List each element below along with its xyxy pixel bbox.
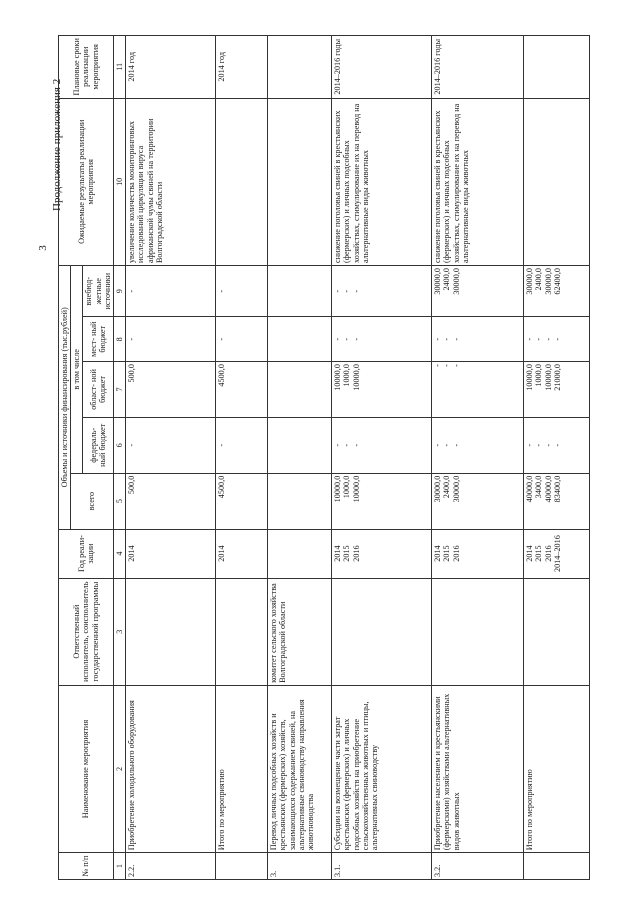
federal-cell: - - - <box>332 417 432 473</box>
row-number <box>216 853 268 880</box>
federal-cell: - - - - <box>524 417 590 473</box>
local-cell: - - - <box>432 317 524 362</box>
offbudget-cell: - <box>126 266 216 317</box>
federal-cell: - <box>216 417 268 473</box>
planned-term: 2014–2016 годы <box>332 36 432 99</box>
offbudget-cell: - <box>216 266 268 317</box>
row-number <box>524 853 590 880</box>
header-year: Год реали- зации <box>59 529 114 578</box>
table-row <box>216 36 268 880</box>
total-cell: 4500,0 <box>216 473 268 529</box>
year-cell: 2014 2015 2016 2014–2016 <box>524 529 590 578</box>
local-cell: - - - <box>332 317 432 362</box>
index-cell: 11 <box>113 36 125 99</box>
regional-cell: - - - <box>432 362 524 418</box>
regional-cell: 10000,0 1000,0 10000,0 21000,0 <box>524 362 590 418</box>
local-cell: - <box>216 317 268 362</box>
total-cell: 40000,0 3400,0 40000,0 83400,0 <box>524 473 590 529</box>
header-regional: област- ной бюджет <box>83 362 114 418</box>
year-cell: 2014 2015 2016 <box>432 529 524 578</box>
expected-result <box>268 98 332 265</box>
year-cell: 2014 <box>126 529 216 578</box>
local-cell <box>268 317 332 362</box>
regional-cell: 4500,0 <box>216 362 268 418</box>
regional-cell: 10000,0 1000,0 10000,0 <box>332 362 432 418</box>
header-federal: федераль- ный бюджет <box>83 417 114 473</box>
measure-name: Итого по мероприятию <box>216 685 268 852</box>
header-including: в том числе <box>71 266 83 474</box>
rotated-table-wrapper <box>58 35 613 880</box>
header-offbudget: внебюд- жетные источники <box>83 266 114 317</box>
header-executor: Ответственный исполнитель, соисполнитель государственной программы <box>59 578 114 685</box>
measure-name: Субсидии на возмещение части затрат крестьянских (фермерских) и личных подсобных хозяйств на приобретение сельскохозяйственных животных и птицы, альтернативных свиноводству <box>332 685 432 852</box>
local-cell: - - - - <box>524 317 590 362</box>
total-cell: 10000,0 1000,0 10000,0 <box>332 473 432 529</box>
header-terms: Плановые сроки реализации мероприятия <box>59 36 114 99</box>
planned-term: 2014–2016 годы <box>432 36 524 99</box>
index-cell: 5 <box>113 473 125 529</box>
planned-term: 2014 год <box>216 36 268 99</box>
executor-cell <box>332 578 432 685</box>
total-cell: 500,0 <box>126 473 216 529</box>
regional-cell <box>268 362 332 418</box>
regional-cell: 500,0 <box>126 362 216 418</box>
year-cell: 2014 2015 2016 <box>332 529 432 578</box>
header-total: всего <box>71 473 114 529</box>
appendix-caption: Продолжение приложения 2 <box>51 78 63 211</box>
table-row <box>268 36 332 880</box>
local-cell: - <box>126 317 216 362</box>
measure-name: Итого по мероприятию <box>524 685 590 852</box>
measure-name: Приобретение холодильного оборудования <box>126 685 216 852</box>
header-funding-group: Объемы и источники финансирования (тыс.рублей) <box>59 266 71 529</box>
header-local: мест- ный бюджет <box>83 317 114 362</box>
offbudget-cell: 30000,0 2400,0 30000,0 <box>432 266 524 317</box>
index-cell: 8 <box>113 317 125 362</box>
program-measures-table <box>58 35 590 880</box>
planned-term: 2014 год <box>126 36 216 99</box>
table-row <box>432 36 524 880</box>
offbudget-cell <box>268 266 332 317</box>
index-cell: 3 <box>113 578 125 685</box>
total-cell: 30000,0 2400,0 30000,0 <box>432 473 524 529</box>
offbudget-cell: 30000,0 2400,0 30000,0 62400,0 <box>524 266 590 317</box>
expected-result <box>524 98 590 265</box>
column-index-row <box>113 36 125 880</box>
total-cell <box>268 473 332 529</box>
executor-cell: комитет сельского хозяйства Волгоградской области <box>268 578 332 685</box>
index-cell: 7 <box>113 362 125 418</box>
federal-cell: - <box>126 417 216 473</box>
executor-cell <box>524 578 590 685</box>
measure-name: Приобретение населением и крестьянскими (фермерскими) хозяйствами альтернативных видов животных <box>432 685 524 852</box>
row-number: 3. <box>268 853 332 880</box>
table-row <box>524 36 590 880</box>
row-number: 2.2. <box>126 853 216 880</box>
table-row <box>332 36 432 880</box>
executor-cell <box>126 578 216 685</box>
federal-cell: - - - <box>432 417 524 473</box>
measure-name: Перевод личных подсобных хозяйств и крестьянских (фермерских) хозяйств, занимающихся содержанием свиней, на альтернативные свиноводству направления животноводства <box>268 685 332 852</box>
index-cell: 2 <box>113 685 125 852</box>
expected-result: увеличение количества мониторинговых исследований циркуляции вируса африканской чумы свиней на территории Волгоградской области <box>126 98 216 265</box>
index-cell: 6 <box>113 417 125 473</box>
planned-term <box>524 36 590 99</box>
index-cell: 1 <box>113 853 125 880</box>
federal-cell <box>268 417 332 473</box>
expected-result: снижение поголовья свиней в крестьянских (фермерских) и личных подсобных хозяйствах, стимулирование их на перевод на альтернативные виды животных <box>432 98 524 265</box>
expected-result: снижение поголовья свиней в крестьянских (фермерских) и личных подсобных хозяйствах, стимулирование их на перевод на альтернативные виды животных <box>332 98 432 265</box>
year-cell: 2014 <box>216 529 268 578</box>
planned-term <box>268 36 332 99</box>
table-row <box>126 36 216 880</box>
index-cell: 9 <box>113 266 125 317</box>
year-cell <box>268 529 332 578</box>
row-number: 3.2. <box>432 853 524 880</box>
expected-result <box>216 98 268 265</box>
header-results: Ожидаемые результаты реализации мероприятия <box>59 98 114 265</box>
page-number: 3 <box>36 245 49 251</box>
executor-cell <box>216 578 268 685</box>
executor-cell <box>432 578 524 685</box>
header-num: № п/п <box>59 853 114 880</box>
index-cell: 4 <box>113 529 125 578</box>
index-cell: 10 <box>113 98 125 265</box>
header-name: Наименование мероприятия <box>59 685 114 852</box>
offbudget-cell: - - - <box>332 266 432 317</box>
row-number: 3.1. <box>332 853 432 880</box>
